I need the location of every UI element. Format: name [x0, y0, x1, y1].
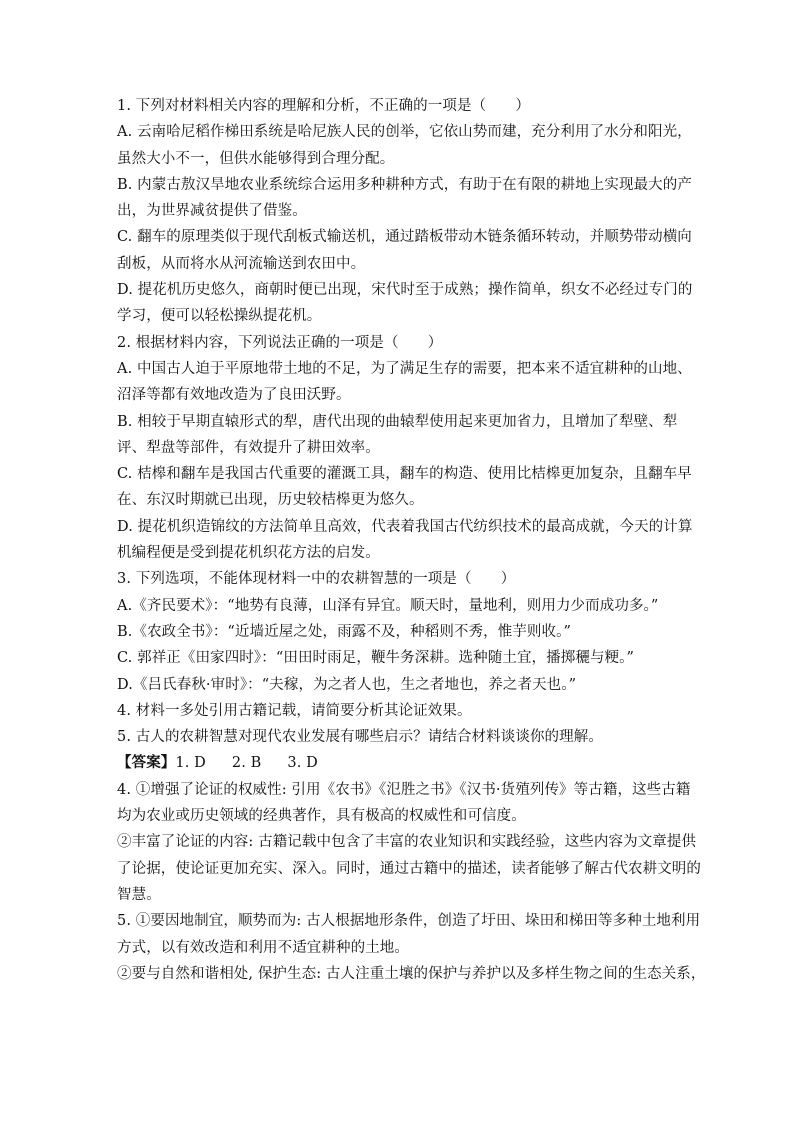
q5-stem: 5. 古人的农耕智慧对现代农业发展有哪些启示？请结合材料谈谈你的理解。 — [117, 729, 603, 746]
question-content — [117, 93, 706, 987]
q2-option-b-line2: 评、犁盘等部件，有效提升了耕田效率。 — [117, 439, 380, 456]
answer-5-point1-line1: 5. ①要因地制宜，顺势而为: 古人根据地形条件，创造了圩田、垛田和梯田等多种土地利用 — [117, 913, 701, 930]
answer-4-point2-line2: 了论据，使论证更加充实、深入。同时，通过古籍中的描述，读者能够了解古代农耕文明的 — [117, 860, 701, 877]
q2-option-d-line1: D. 提花机织造锦纹的方法简单且高效，代表着我国古代纺织技术的最高成就，今天的计算 — [117, 518, 693, 535]
q2-stem: 2. 根据材料内容，下列说法正确的一项是（ ） — [117, 334, 443, 351]
answer-3: 3. D — [287, 755, 318, 772]
q1-option-c-line1: C. 翻车的原理类似于现代刮板式输送机，通过踏板带动木链条循环转动，并顺势带动横向 — [117, 229, 692, 246]
q1-option-d-line2: 学习，便可以轻松操纵提花机。 — [117, 308, 322, 325]
q2-option-a-line1: A. 中国古人迫于平原地带土地的不足，为了满足生存的需要，把本来不适宜耕种的山地、 — [117, 360, 692, 377]
q1-option-a-line2: 虽然大小不一，但供水能够得到合理分配。 — [117, 150, 395, 167]
q2-option-c-line1: C. 桔槔和翻车是我国古代重要的灌溉工具，翻车的构造、使用比桔槔更加复杂，且翻车早 — [117, 466, 692, 483]
q3-option-c: C. 郭祥正《田家四时》：“田田时雨足，鞭牛务深耕。选种随土宜，播掷穲与粳。” — [117, 650, 635, 667]
q1-option-c-line2: 刮板，从而将水从河流输送到农田中。 — [117, 255, 366, 272]
q3-option-a: A.《齐民要术》：“地势有良薄，山泽有异宜。顺天时，量地利，则用力少而成功多。” — [117, 597, 659, 614]
q1-option-b-line1: B. 内蒙古敖汉旱地农业系统综合运用多种耕种方式，有助于在有限的耕地上实现最大的产 — [117, 176, 692, 193]
answer-2: 2. B — [231, 755, 262, 772]
q3-stem: 3. 下列选项，不能体现材料一中的农耕智慧的一项是（ ） — [117, 571, 516, 588]
q1-option-a-line1: A. 云南哈尼稻作梯田系统是哈尼族人民的创举，它依山势而建，充分利用了水分和阳光， — [117, 124, 692, 141]
q3-option-d: D.《吕氏春秋·审时》：“夫稼，为之者人也，生之者地也，养之者天也。” — [117, 676, 577, 693]
q2-option-a-line2: 沼泽等都有效地改造为了良田沃野。 — [117, 387, 351, 404]
answer-key-row — [117, 750, 682, 776]
answer-label: 【答案】 — [117, 754, 176, 772]
answer-4-point1-line1: 4. ①增强了论证的权威性: 引用《农书》《氾胜之书》《汉书·货殖列传》等古籍，这些古籍 — [117, 781, 691, 798]
q1-option-b-line2: 出，为世界减贫提供了借鉴。 — [117, 203, 307, 220]
q2-option-c-line2: 在、东汉时期就已出现，历史较桔槔更为悠久。 — [117, 492, 424, 509]
q4-stem: 4. 材料一多处引用古籍记载，请简要分析其论证效果。 — [117, 702, 472, 719]
answer-4-point2-line3: 智慧。 — [117, 886, 161, 903]
q1-stem: 1. 下列对材料相关内容的理解和分析，不正确的一项是（ ） — [117, 98, 530, 114]
q2-option-b-line1: B. 相较于早期直辕形式的犁，唐代出现的曲辕犁使用起来更加省力，且增加了犁壁、犁 — [117, 413, 678, 430]
answer-4-point2-line1: ②丰富了论证的内容: 古籍记载中包含了丰富的农业知识和实践经验，这些内容为文章提供 — [117, 834, 697, 851]
answer-1: 1. D — [175, 755, 206, 772]
q2-option-d-line2: 机编程便是受到提花机织花方法的启发。 — [117, 545, 380, 562]
q3-option-b: B.《农政全书》：“近墙近屋之处，雨露不及，种稻则不秀，惟芋则收。” — [117, 623, 571, 640]
answer-4-point1-line2: 均为农业或历史领域的经典著作，具有极高的权威性和可信度。 — [117, 808, 526, 825]
answer-5-point1-line2: 方式，以有效改造和利用不适宜耕种的土地。 — [117, 939, 409, 956]
answer-5-point2-line1: ②要与自然和谐相处, 保护生态: 古人注重土壤的保护与养护以及多样生物之间的生态关系， — [117, 965, 706, 982]
q1-option-d-line1: D. 提花机历史悠久，商朝时便已出现，宋代时至于成熟；操作简单，织女不必经过专门的 — [117, 282, 693, 299]
